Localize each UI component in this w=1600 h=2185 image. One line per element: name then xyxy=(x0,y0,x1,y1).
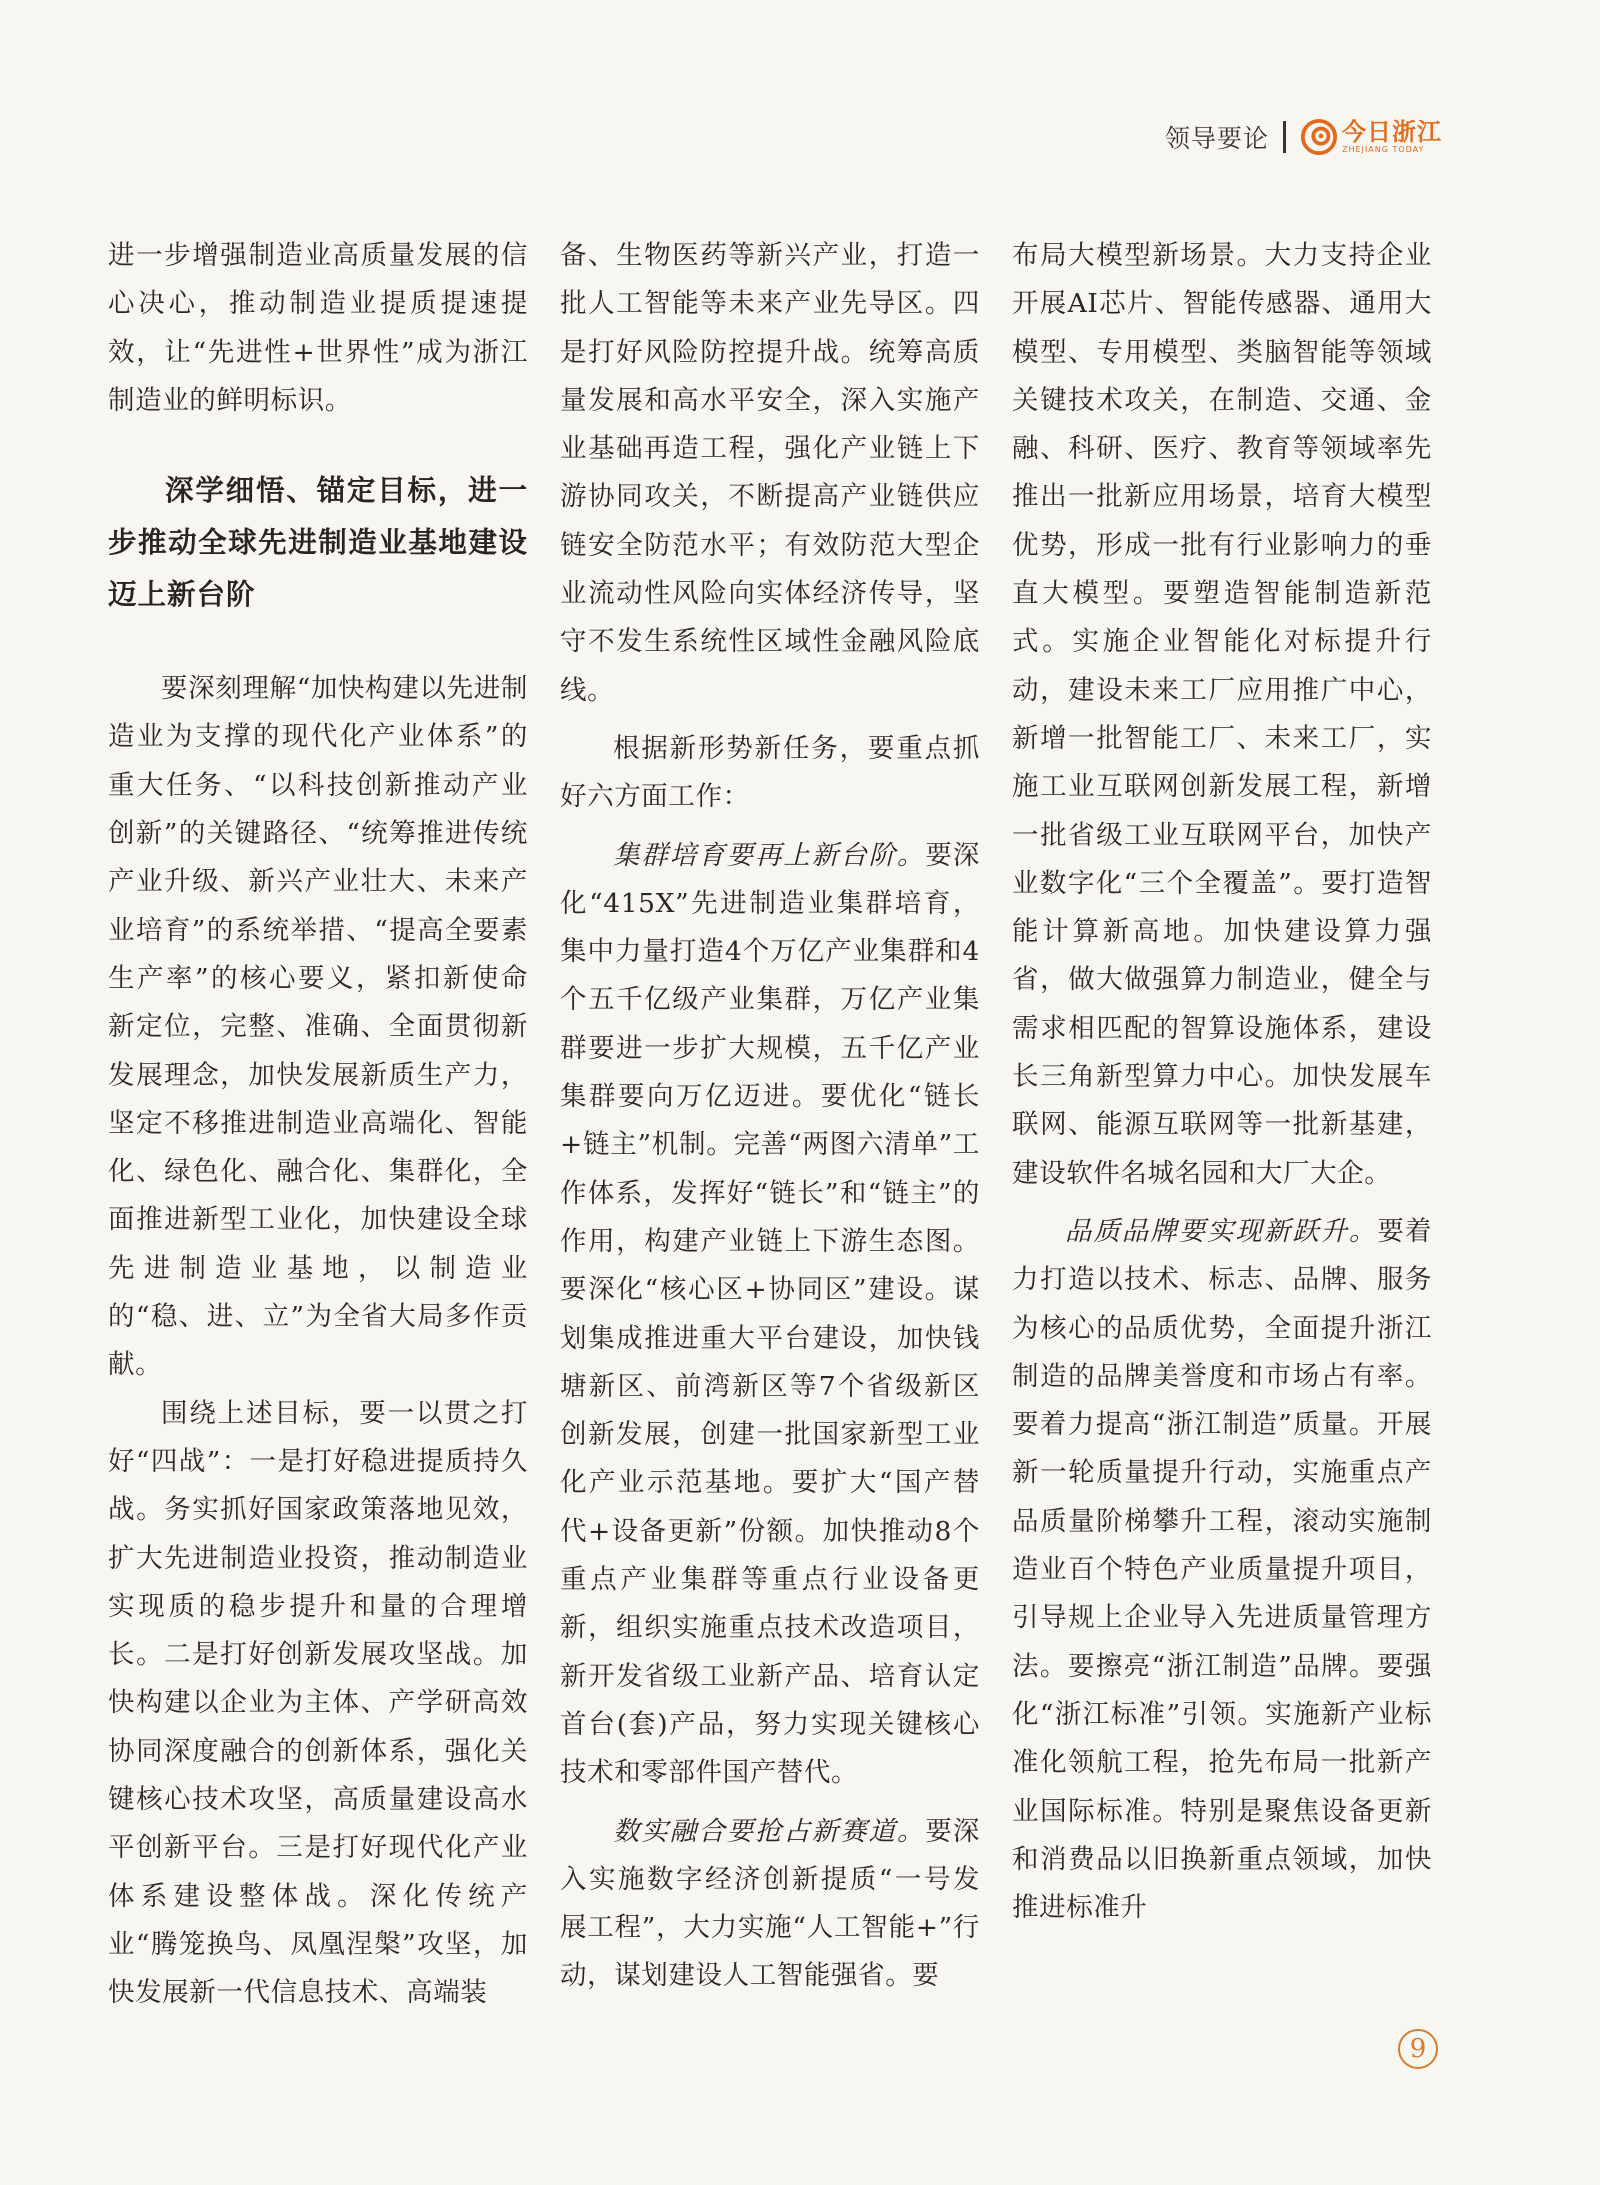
paragraph: 布局大模型新场景。大力支持企业开展AI芯片、智能传感器、通用大模型、专用模型、类脑智能等领域关键技术攻关，在制造、交通、金融、科研、医疗、教育等领域率先推出一批新应用场景，培育大模型优势，形成一批有行业影响力的垂直大模型。要塑造智能制造新范式。实施企业智能化对标提升行动，建设未来工厂应用推广中心，新增一批智能工厂、未来工厂，实施工业互联网创新发展工程，新增一批省级工业互联网平台，加快产业数字化“三个全覆盖”。要打造智能计算新高地。加快建设算力强省，做大做强算力制造业，健全与需求相匹配的智算设施体系，建设长三角新型算力中心。加快发展车联网、能源互联网等一批新基建，建设软件名城名园和大厂大企。 xyxy=(1012,240,1432,1189)
page-number: 9 xyxy=(1398,2029,1438,2069)
paragraph-lead: 集群培育要再上新台阶。 xyxy=(613,839,926,871)
paragraph-body: 要深入实施数字经济创新提质“一号发展工程”，大力实施“人工智能+”行动，谋划建设人工智能强省。要 xyxy=(560,1815,981,1992)
paragraph xyxy=(560,1808,980,2001)
logo-swirl-icon xyxy=(1300,118,1338,156)
paragraph: 备、生物医药等新兴产业，打造一批人工智能等未来产业先导区。四是打好风险防控提升战。统筹高质量发展和高水平安全，深入实施产业基础再造工程，强化产业链上下游协同攻关，不断提高产业链供应链安全防范水平；有效防范大型企业流动性风险向实体经济传导，坚守不发生系统性区域性金融风险底线。 xyxy=(560,240,980,706)
section-name: 领导要论 xyxy=(1164,124,1269,153)
paragraph-lead: 品质品牌要实现新跃升。 xyxy=(1065,1215,1378,1247)
text-column-2 xyxy=(560,232,980,2001)
page-header xyxy=(1165,118,1442,156)
section-subheading: 深学细悟、锚定目标，进一步推动全球先进制造业基地建设迈上新台阶 xyxy=(108,474,528,612)
logo-english-text: ZHEJIANG TODAY xyxy=(1342,145,1425,154)
logo-chinese-text: 今日浙江 xyxy=(1342,117,1442,146)
paragraph: 围绕上述目标，要一以贯之打好“四战”：一是打好稳进提质持久战。务实抓好国家政策落地见效，扩大先进制造业投资，推动制造业实现质的稳步提升和量的合理增长。二是打好创新发展攻坚战。加快构建以企业为主体、产学研高效协同深度融合的创新体系，强化关键核心技术攻坚，高质量建设高水平创新平台。三是打好现代化产业体系建设整体战。深化传统产业“腾笼换鸟、凤凰涅槃”攻坚，加快发展新一代信息技术、高端装 xyxy=(108,1397,528,2009)
text-column-1 xyxy=(108,232,528,2018)
paragraph xyxy=(1012,1208,1432,1932)
paragraph: 要深刻理解“加快构建以先进制造业为支撑的现代化产业体系”的重大任务、“以科技创新推动产业创新”的关键路径、“统筹推进传统产业升级、新兴产业壮大、未来产业培育”的系统举措、“提高全要素生产率”的核心要义，紧扣新使命新定位，完整、准确、全面贯彻新发展理念，加快发展新质生产力，坚定不移推进制造业高端化、智能化、绿色化、融合化、集群化，全面推进新型工业化，加快建设全球先进制造业基地，以制造业的“稳、进、立”为全省大局多作贡献。 xyxy=(108,673,528,1381)
text-column-3 xyxy=(1012,232,1432,1932)
paragraph-body: 要着力打造以技术、标志、品牌、服务为核心的品质优势，全面提升浙江制造的品牌美誉度和市场占有率。要着力提高“浙江制造”质量。开展新一轮质量提升行动，实施重点产品质量阶梯攀升工程，滚动实施制造业百个特色产业质量提升项目，引导规上企业导入先进质量管理方法。要擦亮“浙江制造”品牌。要强化“浙江标准”引领。实施新产业标准化领航工程，抢先布局一批新产业国际标准。特别是聚焦设备更新和消费品以旧换新重点领域，加快推进标准升 xyxy=(1012,1215,1433,1924)
paragraph xyxy=(560,832,980,1798)
paragraph: 进一步增强制造业高质量发展的信心决心，推动制造业提质提速提效，让“先进性+世界性”成为浙江制造业的鲜明标识。 xyxy=(108,240,528,416)
header-divider xyxy=(1283,121,1286,153)
paragraph-body: 要深化“415X”先进制造业集群培育，集中力量打造4个万亿产业集群和4个五千亿级产业集群，万亿产业集群要进一步扩大规模，五千亿产业集群要向万亿迈进。要优化“链长+链主”机制。完善“两图六清单”工作体系，发挥好“链长”和“链主”的作用，构建产业链上下游生态图。要深化“核心区+协同区”建设。谋划集成推进重大平台建设，加快钱塘新区、前湾新区等7个省级新区创新发展，创建一批国家新型工业化产业示范基地。要扩大“国产替代+设备更新”份额。加快推动8个重点产业集群等重点行业设备更新，组织实施重点技术改造项目，新开发省级工业新产品、培育认定首台(套)产品，努力实现关键核心技术和零部件国产替代。 xyxy=(560,839,981,1789)
publication-logo xyxy=(1300,118,1442,156)
paragraph-lead: 数实融合要抢占新赛道。 xyxy=(613,1815,926,1847)
paragraph: 根据新形势新任务，要重点抓好六方面工作： xyxy=(560,732,980,813)
